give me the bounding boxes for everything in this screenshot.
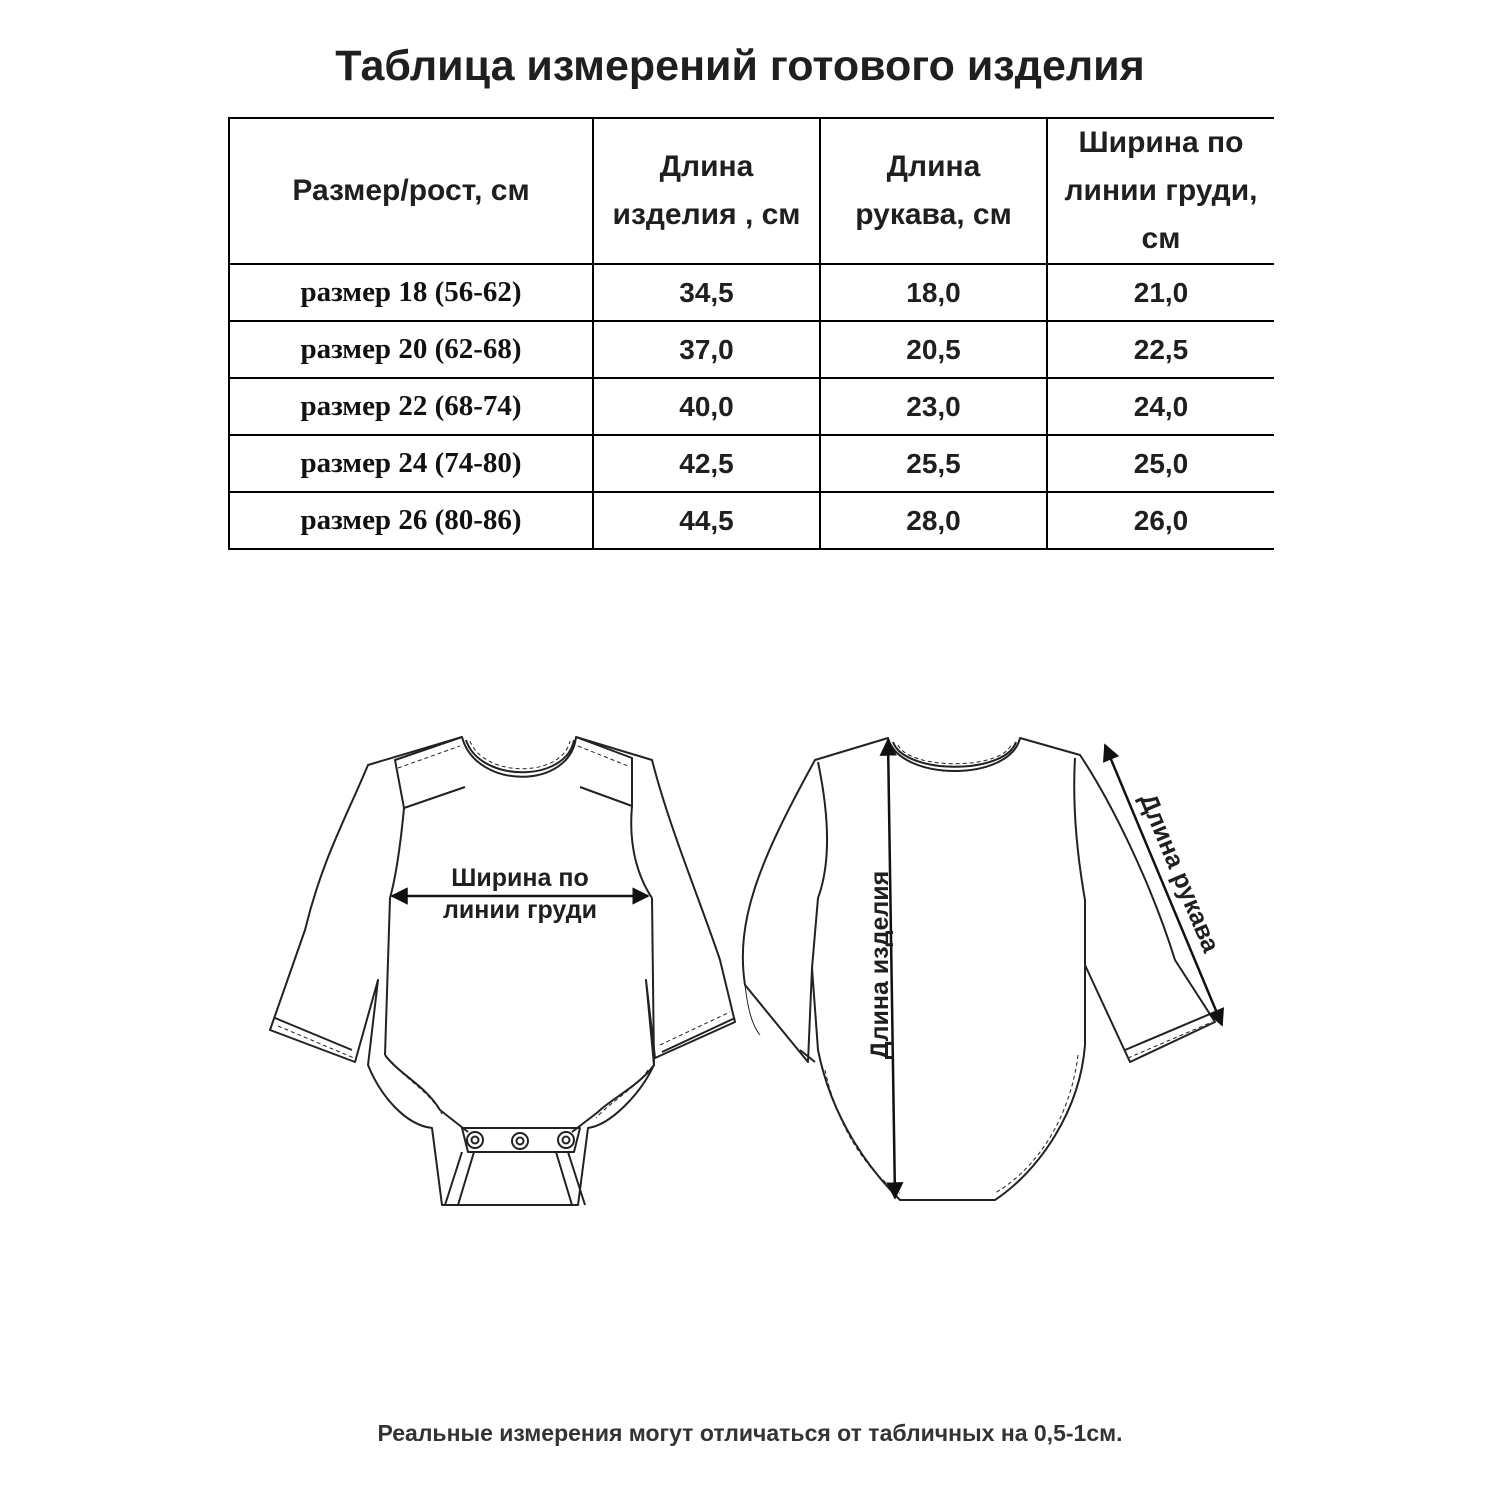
sleeve-cell: 20,5 (820, 321, 1047, 378)
snap-button (512, 1133, 528, 1149)
chest-cell: 24,0 (1047, 378, 1274, 435)
sleeve-length-arrow (1105, 745, 1222, 1025)
product-length-label: Длина изделия (866, 870, 894, 1060)
sleeve-length-label: Длина рукава (1133, 789, 1225, 957)
sleeve-cell: 28,0 (820, 492, 1047, 549)
size-cell: размер 22 (68-74) (229, 378, 593, 435)
snap-button (467, 1132, 483, 1148)
sleeve-cell: 18,0 (820, 264, 1047, 321)
header-sleeve: Длина рукава, см (820, 118, 1047, 264)
front-bodysuit-drawing (270, 737, 735, 1205)
page-title: Таблица измерений готового изделия (335, 42, 1145, 90)
length-cell: 37,0 (593, 321, 820, 378)
length-cell: 40,0 (593, 378, 820, 435)
size-cell: размер 24 (74-80) (229, 435, 593, 492)
size-cell: размер 26 (80-86) (229, 492, 593, 549)
size-cell: размер 20 (62-68) (229, 321, 593, 378)
chest-cell: 22,5 (1047, 321, 1274, 378)
chest-width-label-line1: Ширина по (451, 864, 589, 892)
length-cell: 42,5 (593, 435, 820, 492)
chest-width-label-line2: линии груди (443, 896, 597, 924)
chest-cell: 21,0 (1047, 264, 1274, 321)
length-cell: 34,5 (593, 264, 820, 321)
header-size: Размер/рост, см (229, 118, 593, 264)
footnote: Реальные измерения могут отличаться от табличных на 0,5-1см. (377, 1420, 1123, 1446)
sleeve-cell: 25,5 (820, 435, 1047, 492)
header-chest: Ширина по линии груди, см (1047, 118, 1274, 264)
snap-button (558, 1132, 574, 1148)
chest-cell: 26,0 (1047, 492, 1274, 549)
header-length: Длина изделия , см (593, 118, 820, 264)
chest-cell: 25,0 (1047, 435, 1274, 492)
length-cell: 44,5 (593, 492, 820, 549)
sleeve-cell: 23,0 (820, 378, 1047, 435)
size-cell: размер 18 (56-62) (229, 264, 593, 321)
